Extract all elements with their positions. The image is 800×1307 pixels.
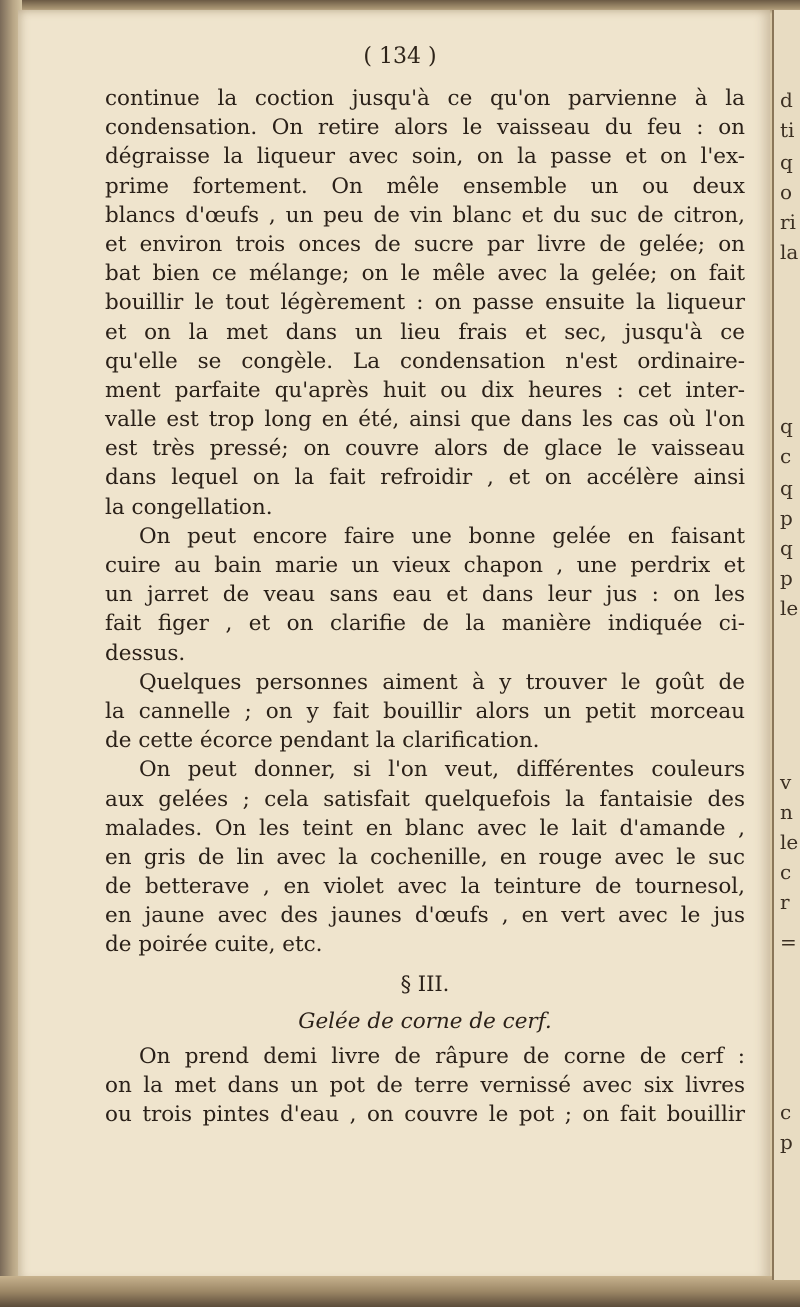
text-line: en jaune avec des jaunes d'œufs , en vert avec le jus bbox=[105, 903, 745, 929]
text-line: dégraisse la liqueur avec soin, on la passe et on l'ex- bbox=[105, 144, 745, 170]
adjacent-text: c bbox=[780, 1100, 792, 1124]
section-subtitle: Gelée de corne de cerf. bbox=[298, 1008, 552, 1034]
text-line: blancs d'œufs , un peu de vin blanc et du suc de citron, bbox=[105, 202, 745, 228]
text-line: On peut encore faire une bonne gelée en faisant bbox=[139, 523, 745, 549]
text-line: fait figer , et on clarifie de la manière indiquée ci- bbox=[105, 611, 745, 637]
text-line: en gris de lin avec la cochenille, en rouge avec le suc bbox=[105, 844, 745, 870]
paragraph-5 bbox=[105, 1042, 745, 1130]
text-line: est très pressé; on couvre alors de glace le vaisseau bbox=[105, 436, 745, 462]
text-line: on la met dans un pot de terre vernissé avec six livres bbox=[105, 1072, 745, 1098]
adjacent-text: ri bbox=[780, 210, 796, 234]
adjacent-text: p bbox=[780, 506, 793, 530]
text-line: prime fortement. On mêle ensemble un ou deux bbox=[105, 173, 745, 199]
paragraph-3 bbox=[105, 668, 745, 756]
adjacent-text: r bbox=[780, 890, 790, 914]
page-number: ( 134 ) bbox=[363, 44, 437, 69]
bottom-edge bbox=[0, 1276, 800, 1307]
text-line: bouillir le tout légèrement : on passe ensuite la liqueur bbox=[105, 290, 745, 316]
text-line: dessus. bbox=[105, 640, 186, 666]
text-line: bat bien ce mélange; on le mêle avec la gelée; on fait bbox=[105, 261, 745, 287]
paragraph-1 bbox=[105, 84, 745, 522]
adjacent-page-edge bbox=[772, 10, 800, 1280]
adjacent-text: q bbox=[780, 536, 793, 560]
adjacent-text: q bbox=[780, 414, 793, 438]
adjacent-text: v bbox=[780, 770, 792, 794]
text-line: malades. On les teint en blanc avec le lait d'amande , bbox=[105, 815, 745, 841]
text-line: aux gelées ; cela satisfait quelquefois la fantaisie des bbox=[105, 786, 745, 812]
adjacent-text: c bbox=[780, 860, 792, 884]
adjacent-text: d bbox=[780, 88, 793, 112]
text-line: ment parfaite qu'après huit ou dix heures : cet inter- bbox=[105, 377, 745, 403]
text-line: condensation. On retire alors le vaisseau du feu : on bbox=[105, 115, 745, 141]
adjacent-text: = bbox=[780, 930, 797, 954]
text-line: cuire au bain marie un vieux chapon , une perdrix et bbox=[105, 553, 745, 578]
adjacent-text: o bbox=[780, 180, 793, 204]
adjacent-text: le bbox=[780, 830, 799, 854]
adjacent-text: c bbox=[780, 444, 792, 468]
adjacent-text: le bbox=[780, 596, 799, 620]
text-line: On peut donner, si l'on veut, différentes couleurs bbox=[139, 757, 745, 783]
adjacent-text: p bbox=[780, 1130, 793, 1154]
adjacent-text: ti bbox=[780, 118, 795, 142]
adjacent-text: q bbox=[780, 476, 793, 500]
text-line: la cannelle ; on y fait bouillir alors un petit morceau bbox=[105, 698, 745, 724]
text-line: la congellation. bbox=[105, 494, 273, 520]
text-line: On prend demi livre de râpure de corne de cerf : bbox=[139, 1043, 745, 1069]
adjacent-text: q bbox=[780, 150, 793, 174]
text-line: Quelques personnes aiment à y trouver le goût de bbox=[139, 669, 745, 695]
text-line: ou trois pintes d'eau , on couvre le pot ; on fait bouillir bbox=[105, 1102, 745, 1127]
adjacent-text: la bbox=[780, 240, 799, 264]
text-line: dans lequel on la fait refroidir , et on accélère ainsi bbox=[105, 465, 745, 491]
text-line: de betterave , en violet avec la teinture de tournesol, bbox=[105, 874, 745, 900]
adjacent-text: p bbox=[780, 566, 793, 590]
paragraph-4 bbox=[105, 755, 745, 959]
adjacent-text: n bbox=[780, 800, 793, 824]
text-line: valle est trop long en été, ainsi que dans les cas où l'on bbox=[105, 407, 745, 433]
paragraph-2 bbox=[105, 522, 745, 668]
text-line: de cette écorce pendant la clarification. bbox=[105, 728, 540, 754]
text-line: et on la met dans un lieu frais et sec, jusqu'à ce bbox=[105, 319, 745, 345]
text-line: et environ trois onces de sucre par livre de gelée; on bbox=[105, 231, 745, 257]
text-line: qu'elle se congèle. La condensation n'est ordinaire- bbox=[105, 348, 745, 374]
text-line: continue la coction jusqu'à ce qu'on parvienne à la bbox=[105, 86, 745, 111]
text-line: de poirée cuite, etc. bbox=[105, 932, 323, 958]
page-body bbox=[105, 84, 745, 1129]
section-heading: § III. bbox=[400, 971, 450, 996]
text-line: un jarret de veau sans eau et dans leur jus : on les bbox=[105, 582, 745, 608]
